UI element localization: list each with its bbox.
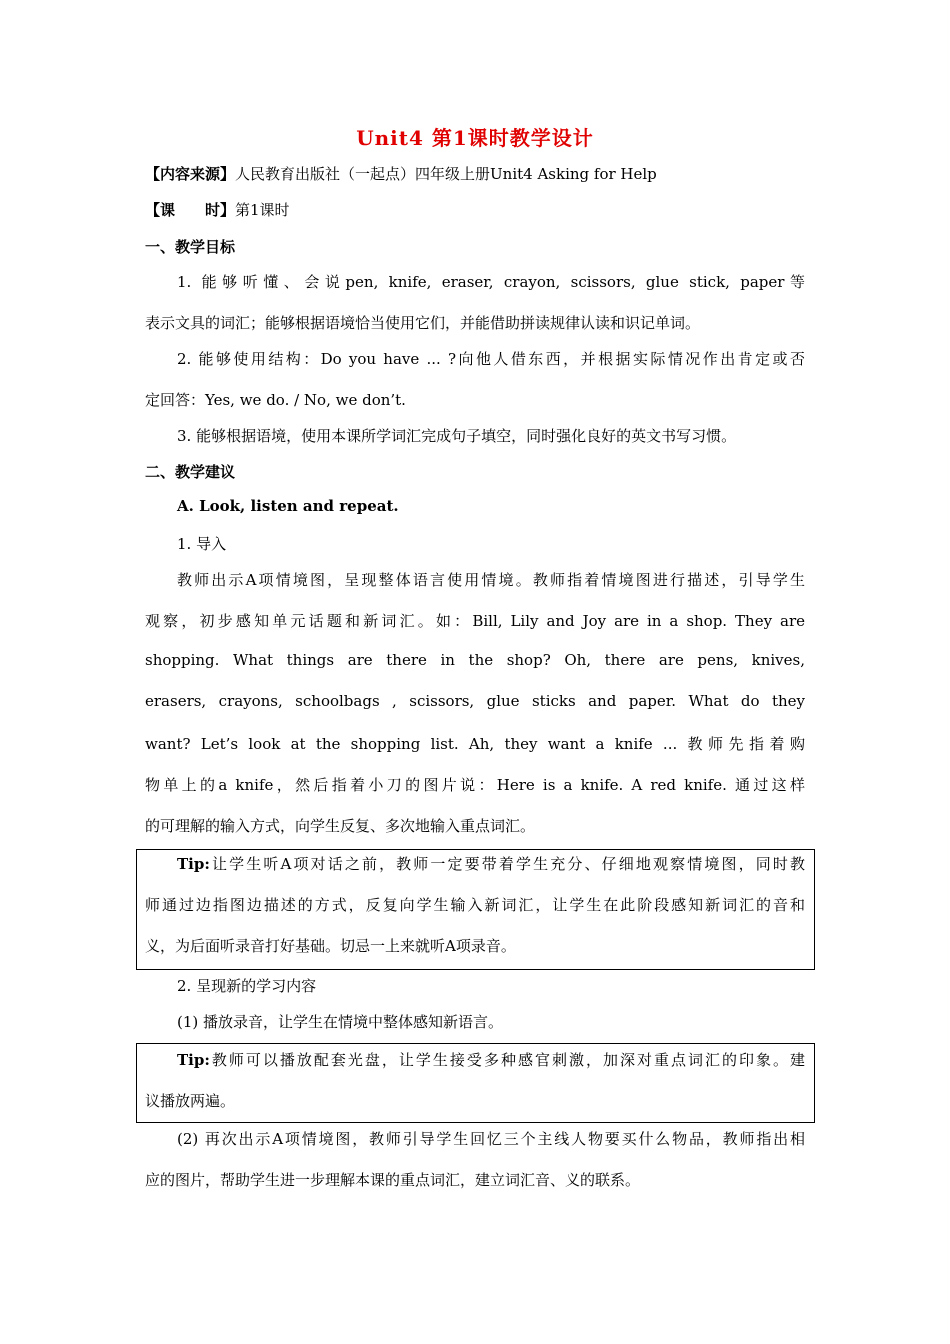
para-line: 的可理解的输入方式，向学生反复、多次地输入重点词汇。 [145,817,536,835]
sub2-line1: (2) 再次出示A项情境图，教师引导学生回忆三个主线人物要买什么物品，教师指出相 [177,1130,805,1148]
period-line [145,199,805,220]
section1-heading: 一、教学目标 [145,238,236,256]
tip1-text: 让学生听A项对话之前，教师一定要带着学生充分、仔细地观察情境图，同时教 [209,855,805,873]
source-label: 【内容来源】 [145,165,236,183]
sub2-line2: 应的图片，帮助学生进一步理解本课的重点词汇，建立词汇音、义的联系。 [145,1171,641,1189]
step1-heading: 1. 导入 [177,535,227,553]
tip2-label: Tip: [177,1051,210,1069]
goal1-line1: 1. 能够听懂、会说pen, knife, eraser, crayon, scissors, glue stick, paper等 [177,273,805,291]
section2-heading: 二、教学建议 [145,463,236,481]
para-line: want? Let’s look at the shopping list. Ah, they want a knife ... 教师先指着购 [145,735,805,753]
para-line: 物单上的a knife，然后指着小刀的图片说：Here is a knife. A red knife. 通过这样 [145,776,805,794]
tip1-line2: 师通过边指图边描述的方式，反复向学生输入新词汇，让学生在此阶段感知新词汇的音和 [145,896,805,914]
tip2-line2: 议播放两遍。 [145,1092,236,1110]
goal2-line2: 定回答：Yes, we do. / No, we don’t. [145,391,406,409]
step2-heading: 2. 呈现新的学习内容 [177,977,317,995]
goal1-line2: 表示文具的词汇；能够根据语境恰当使用它们，并能借助拼读规律认读和识记单词。 [145,314,701,332]
source-line [145,163,805,184]
tip1-line1 [177,853,805,874]
para-line: 教师出示A项情境图，呈现整体语言使用情境。教师指着情境图进行描述，引导学生 [177,571,805,589]
part-a-heading: A. Look, listen and repeat. [177,497,399,515]
para-line: erasers, crayons, schoolbags , scissors, glue sticks and paper. What do they [145,692,805,710]
source-value: 人民教育出版社（一起点）四年级上册Unit4 Asking for Help [235,165,657,183]
tip1-label: Tip: [177,855,210,873]
tip2-line1 [177,1049,805,1070]
para-line: shopping. What things are there in the shop? Oh, there are pens, knives, [145,651,805,669]
goal2-line1: 2. 能够使用结构：Do you have ... ?向他人借东西，并根据实际情况作出肯定或否 [177,350,805,368]
document-title: Unit4 第1课时教学设计 [356,126,594,150]
tip1-line3: 义，为后面听录音打好基础。切忌一上来就听A项录音。 [145,937,516,955]
sub1-line: (1) 播放录音，让学生在情境中整体感知新语言。 [177,1013,504,1031]
goal3-line: 3. 能够根据语境，使用本课所学词汇完成句子填空，同时强化良好的英文书写习惯。 [177,427,737,445]
para-line: 观察，初步感知单元话题和新词汇。如：Bill, Lily and Joy are in a shop. They are [145,612,805,630]
tip2-text: 教师可以播放配套光盘，让学生接受多种感官刺激，加深对重点词汇的印象。建 [209,1051,805,1069]
tip-box-1 [136,849,815,970]
period-value: 第1课时 [235,201,290,219]
tip-box-2 [136,1043,815,1123]
period-label: 【课 时】 [145,201,236,219]
